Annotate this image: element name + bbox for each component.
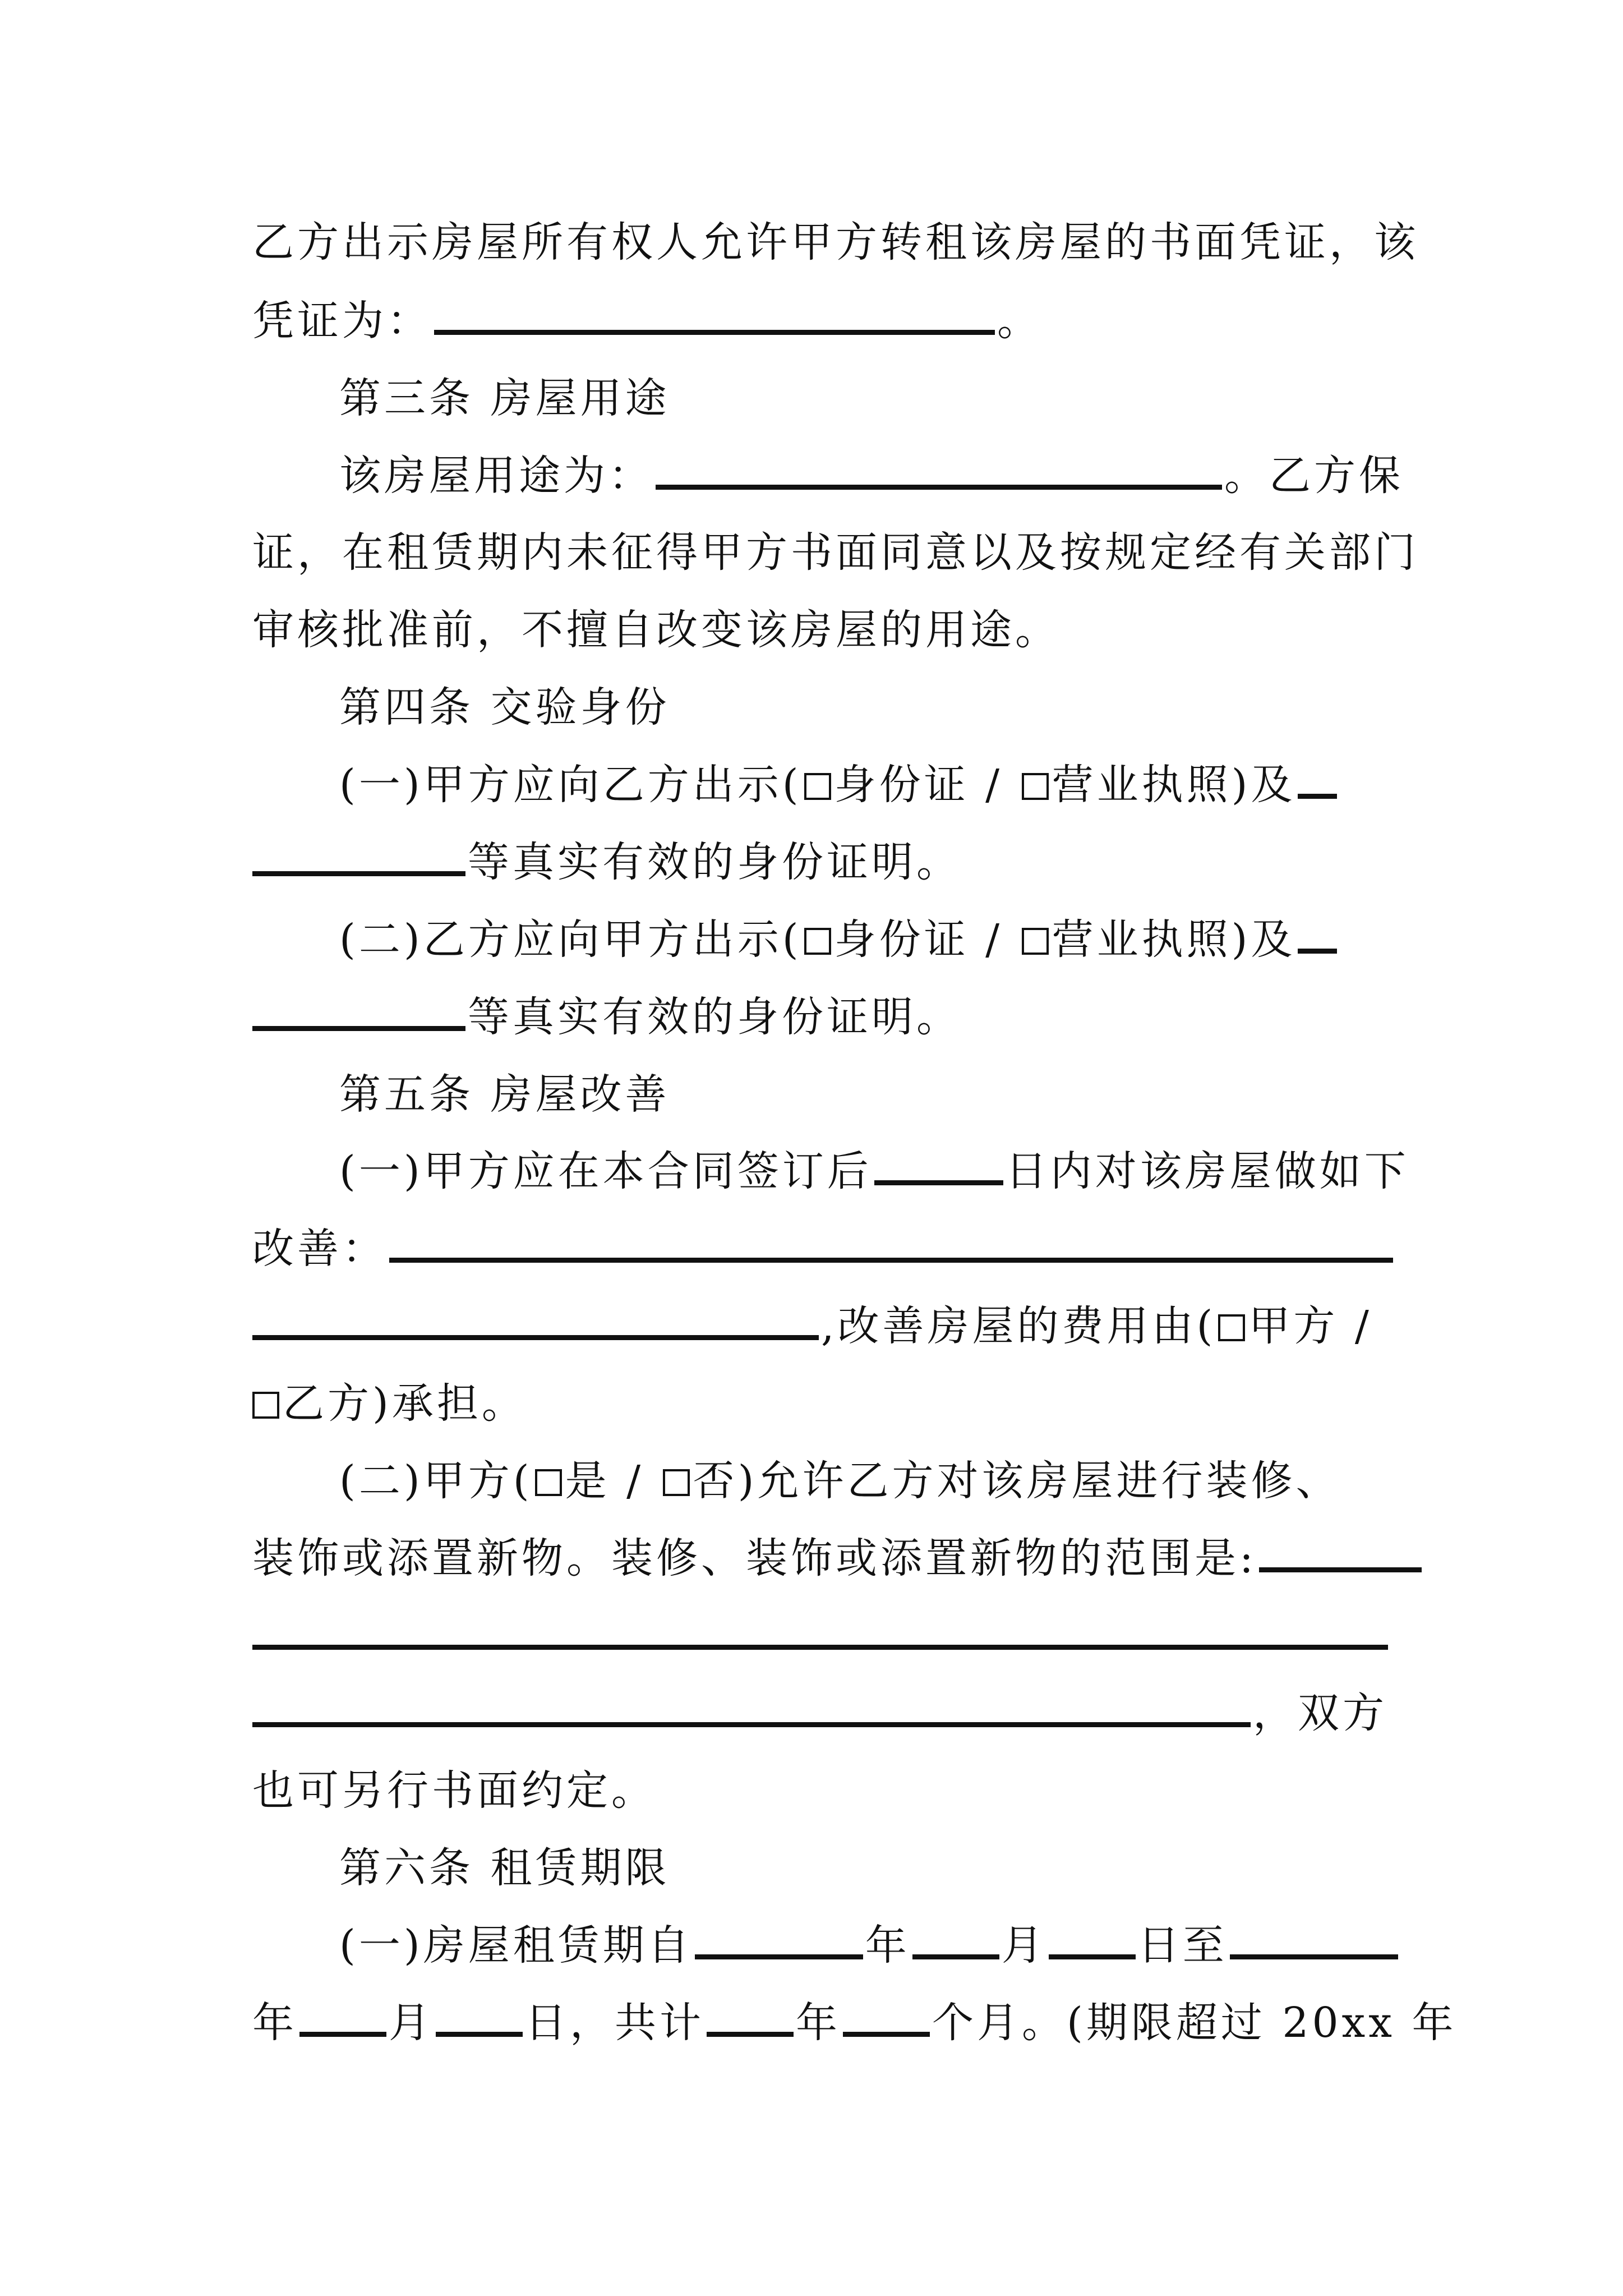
text-line (252, 1602, 1391, 1669)
fill-blank[interactable] (389, 1229, 1393, 1263)
text: 证，在租赁期内未征得甲方书面同意以及按规定经有关部门 (252, 528, 1419, 577)
text: ,改善房屋的费用由( (821, 1302, 1216, 1350)
text: 。 (997, 297, 1042, 345)
text: 日至 (1137, 1921, 1228, 1970)
article-heading (339, 674, 1391, 741)
fill-blank[interactable] (1298, 765, 1337, 799)
fill-blank[interactable] (874, 1152, 1003, 1185)
text: 营业执照)及 (1052, 915, 1296, 964)
text: 身份证 / (834, 915, 1020, 964)
checkbox[interactable] (1022, 928, 1049, 955)
checkbox[interactable] (535, 1469, 562, 1496)
text: (二)乙方应向甲方出示( (339, 915, 802, 964)
checkbox[interactable] (804, 928, 831, 955)
text-line (252, 287, 1391, 355)
text: 否)允许乙方对该房屋进行装修、 (693, 1457, 1341, 1505)
fill-blank[interactable] (707, 2003, 794, 2037)
text: 甲方 / (1248, 1302, 1372, 1350)
text-line (339, 1912, 1391, 1979)
text-line (252, 1370, 1391, 1437)
fill-blank[interactable] (252, 997, 465, 1031)
fill-blank[interactable] (695, 1926, 863, 1959)
fill-blank[interactable] (1259, 1539, 1422, 1572)
fill-blank[interactable] (252, 1306, 819, 1340)
checkbox[interactable] (804, 773, 831, 800)
fill-blank[interactable] (252, 1616, 1388, 1650)
text: 等真实有效的身份证明。 (468, 993, 961, 1041)
text-line (252, 983, 1391, 1051)
article-title: 第六条 租赁期限 (339, 1844, 670, 1892)
text: 。乙方保 (1224, 452, 1404, 500)
article-heading (339, 365, 1391, 432)
text: 日，共计 (525, 1999, 704, 2047)
text: (一)甲方应在本合同签订后 (339, 1147, 872, 1195)
text: (一)房屋租赁期自 (339, 1921, 693, 1970)
article-title: 第三条 房屋用途 (339, 374, 670, 422)
checkbox[interactable] (252, 1392, 279, 1419)
text-line (252, 209, 1419, 276)
text: 乙方)承担。 (283, 1379, 527, 1428)
text-line (252, 519, 1419, 586)
article-heading (339, 1834, 1391, 1902)
text: 装饰或添置新物。装修、装饰或添置新物的范围是: (252, 1534, 1257, 1582)
text-line (252, 596, 1391, 664)
text-line (339, 442, 1404, 509)
text: (二)甲方( (339, 1457, 533, 1505)
text-line (252, 829, 1391, 896)
text-line (252, 1292, 1391, 1360)
fill-blank[interactable] (252, 1694, 1251, 1727)
text-line (252, 1215, 1391, 1282)
text: 年 (865, 1921, 910, 1970)
text: 月 (1001, 1921, 1046, 1970)
article-heading (339, 1061, 1391, 1128)
checkbox[interactable] (1218, 1314, 1245, 1341)
fill-blank[interactable] (252, 843, 465, 876)
text: 个月。(期限超过 20xx 年 (932, 1999, 1457, 2047)
fill-blank[interactable] (1049, 1926, 1136, 1959)
article-title: 第五条 房屋改善 (339, 1070, 670, 1119)
text: 是 / (565, 1457, 661, 1505)
text-line (252, 1525, 1391, 1592)
fill-blank[interactable] (912, 1926, 999, 1959)
text-line (252, 1757, 1391, 1824)
fill-blank[interactable] (299, 2003, 386, 2037)
fill-blank[interactable] (1230, 1926, 1398, 1959)
text: 凭证为： (252, 297, 432, 345)
checkbox[interactable] (1022, 773, 1049, 800)
text: 也可另行书面约定。 (252, 1766, 656, 1815)
text: (一)甲方应向乙方出示( (339, 761, 802, 809)
text: 该房屋用途为： (339, 452, 653, 500)
fill-blank[interactable] (1298, 920, 1337, 954)
fill-blank[interactable] (843, 2003, 930, 2037)
text-line (339, 751, 1391, 818)
text: 审核批准前，不擅自改变该房屋的用途。 (252, 606, 1060, 654)
text-line (339, 906, 1391, 973)
text-line (339, 1138, 1409, 1205)
text: 乙方出示房屋所有权人允许甲方转租该房屋的书面凭证，该 (252, 218, 1419, 266)
text-line (252, 1989, 1457, 2056)
text: 年 (796, 1999, 841, 2047)
text-line (339, 1447, 1391, 1515)
text: 日内对该房屋做如下 (1005, 1147, 1409, 1195)
fill-blank[interactable] (436, 2003, 523, 2037)
text: 营业执照)及 (1052, 761, 1296, 809)
fill-blank[interactable] (656, 456, 1222, 490)
text: 等真实有效的身份证明。 (468, 838, 961, 886)
text-line (252, 1680, 1391, 1747)
fill-blank[interactable] (434, 301, 995, 335)
text: 身份证 / (834, 761, 1020, 809)
text: 月 (389, 1999, 434, 2047)
checkbox[interactable] (663, 1469, 690, 1496)
text: 年 (252, 1999, 297, 2047)
article-title: 第四条 交验身份 (339, 683, 670, 731)
text: ，双方 (1253, 1689, 1387, 1737)
text: 改善： (252, 1225, 387, 1273)
